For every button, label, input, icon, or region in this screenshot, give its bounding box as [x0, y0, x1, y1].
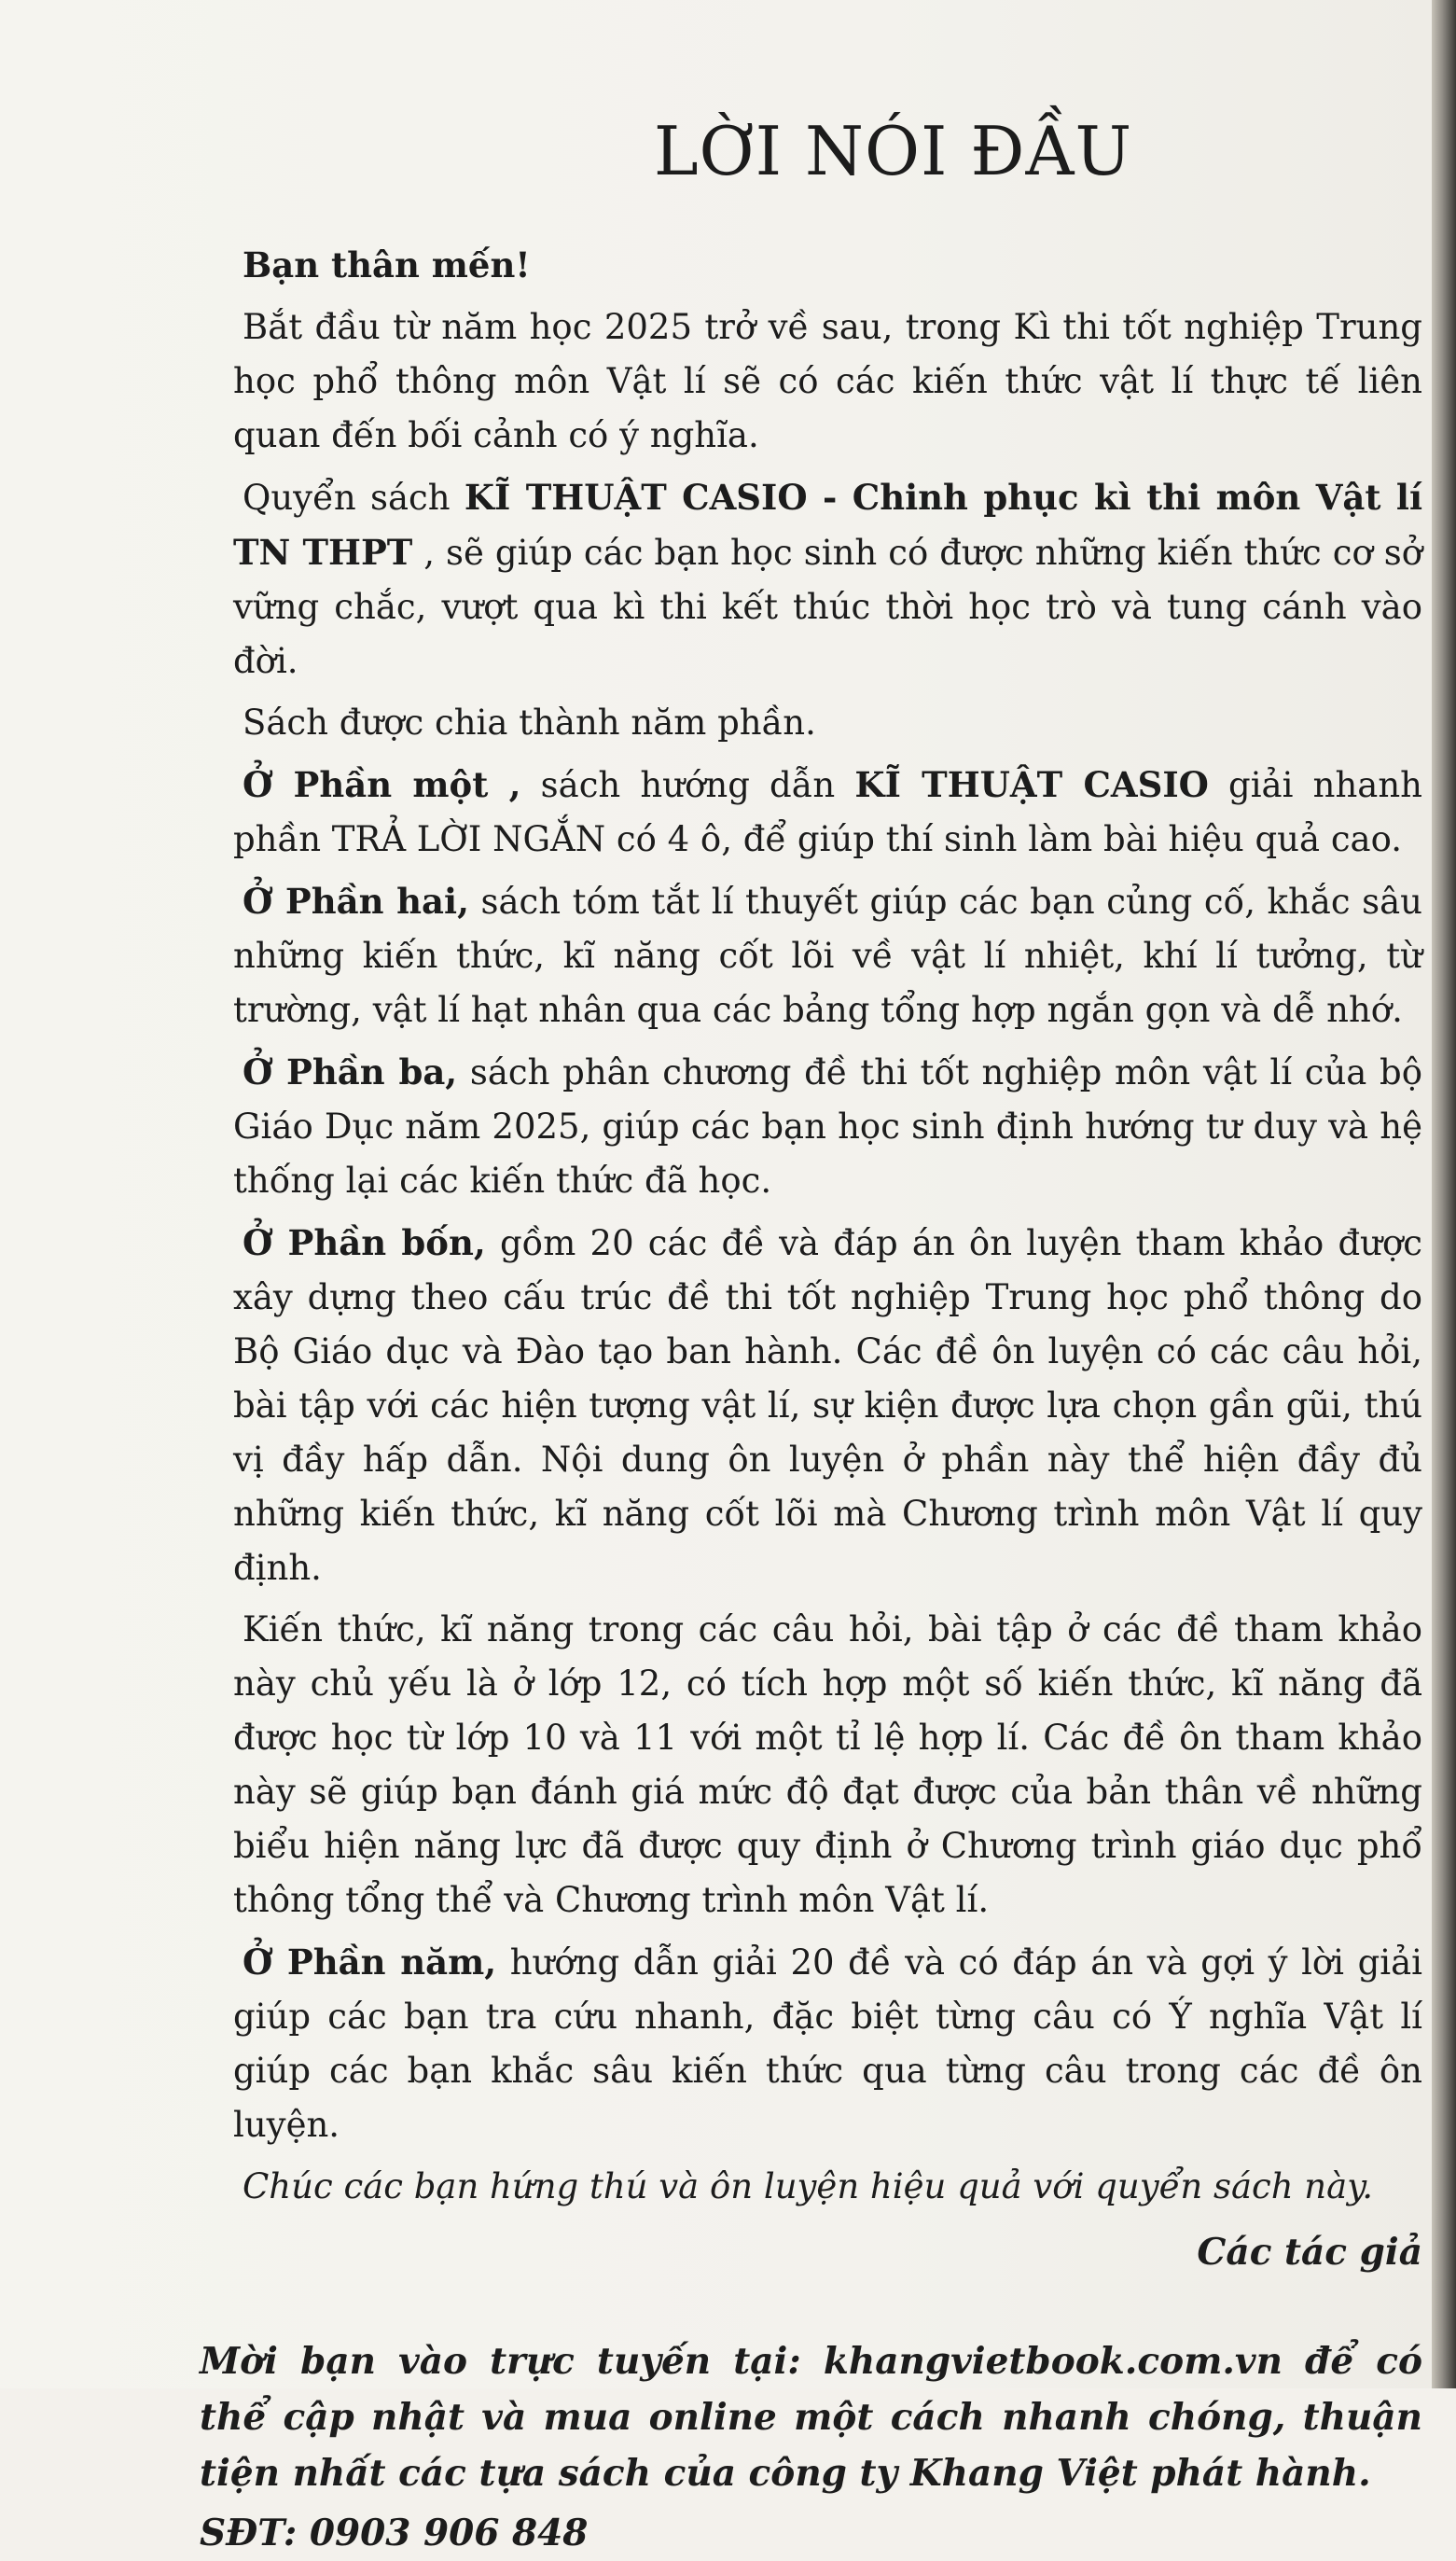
paragraph-knowledge-text: Kiến thức, kĩ năng trong các câu hỏi, bài tập ở các đề tham khảo này chủ yếu là ở lớp 12, có tích hợp một số kiến thức, kĩ năng đã được học từ lớp 10 và 11 với một tỉ lệ hợp lí. Các đề ôn tham khảo này sẽ giúp bạn đánh giá mức độ đạt được của bản thân về những biểu hiện năng lực đã được quy định ở Chương trình giáo dục phổ thông tổng thể và Chương trình môn Vật lí.: [233, 1609, 1422, 1920]
part-three-label: Ở Phần ba,: [243, 1051, 458, 1093]
paragraph-2-suffix: , sẽ giúp các bạn học sinh có được những kiến thức cơ sở vững chắc, vượt qua kì thi kết thúc thời học trò và tung cánh vào đời.: [233, 533, 1422, 681]
paragraph-1: [233, 300, 1422, 463]
paragraph-2-prefix: Quyển sách: [243, 478, 465, 518]
greeting: Bạn thân mến!: [243, 244, 531, 285]
page-edge-shadow: [1432, 0, 1456, 2388]
part-one-label: Ở Phần một ,: [243, 764, 521, 805]
part-four-label: Ở Phần bốn,: [243, 1222, 486, 1263]
paragraph-part-three: [233, 1045, 1422, 1208]
paragraph-2: [233, 470, 1422, 689]
closing-wish: Chúc các bạn hứng thú và ôn luyện hiệu quả với quyển sách này.: [243, 2166, 1373, 2206]
part-one-suffix: giải nhanh phần TRẢ LỜI NGẮN có 4 ô, để giúp thí sinh làm bài hiệu quả cao.: [233, 765, 1422, 859]
paragraph-part-four: [233, 1216, 1422, 1595]
paragraph-3-text: Sách được chia thành năm phần.: [243, 703, 816, 743]
promo-text: Mời bạn vào trực tuyến tại: khangvietbook.com.vn để có thể cập nhật và mua online một cách nhanh chóng, thuận tiện nhất các tựa sách của công ty Khang Việt phát hành.: [200, 2340, 1422, 2495]
part-five-text: hướng dẫn giải 20 đề và có đáp án và gợi ý lời giải giúp các bạn tra cứu nhanh, đặc biệt từng câu có Ý nghĩa Vật lí giúp các bạn khắc sâu kiến thức qua từng câu trong các đề ôn luyện.: [233, 1942, 1422, 2145]
paragraph-part-one: [233, 758, 1422, 867]
part-two-label: Ở Phần hai,: [243, 881, 469, 922]
part-five-label: Ở Phần năm,: [243, 1942, 497, 1983]
part-two-text: sách tóm tắt lí thuyết giúp các bạn củng cố, khắc sâu những kiến thức, kĩ năng cốt lõi về vật lí nhiệt, khí lí tưởng, từ trường, vật lí hạt nhân qua các bảng tổng hợp ngắn gọn và dễ nhớ.: [233, 882, 1422, 1030]
book-title-bold: KĨ THUẬT CASIO - Chinh phục kì thi môn Vật lí TN THPT: [233, 477, 1423, 573]
page-title: LỜI NÓI ĐẦU: [653, 112, 1133, 190]
part-four-text: gồm 20 các đề và đáp án ôn luyện tham khảo được xây dựng theo cấu trúc đề thi tốt nghiệp Trung học phổ thông do Bộ Giáo dục và Đào tạo ban hành. Các đề ôn luyện có các câu hỏi, bài tập với các hiện tượng vật lí, sự kiện được lựa chọn gần gũi, thú vị đầy hấp dẫn. Nội dung ôn luyện ở phần này thể hiện đầy đủ những kiến thức, kĩ năng cốt lõi mà Chương trình môn Vật lí quy định.: [233, 1223, 1422, 1588]
authors-signature: Các tác giả: [1197, 2231, 1422, 2274]
page-content: [200, 112, 1423, 2561]
part-three-text: sách phân chương đề thi tốt nghiệp môn vật lí của bộ Giáo Dục năm 2025, giúp các bạn học sinh định hướng tư duy và hệ thống lại các kiến thức đã học.: [233, 1052, 1422, 1201]
phone-number: SĐT: 0903 906 848: [200, 2512, 589, 2554]
paragraph-knowledge: [233, 1603, 1422, 1928]
paragraph-1-text: Bắt đầu từ năm học 2025 trở về sau, trong Kì thi tốt nghiệp Trung học phổ thông môn Vật lí sẽ có các kiến thức vật lí thực tế liên quan đến bối cảnh có ý nghĩa.: [233, 307, 1422, 455]
paragraph-part-two: [233, 874, 1422, 1037]
paragraph-3: [233, 696, 1422, 750]
part-one-mid: sách hướng dẫn: [520, 765, 855, 805]
paragraph-part-five: [233, 1935, 1422, 2152]
part-one-bold-2: KĨ THUẬT CASIO: [854, 764, 1209, 805]
